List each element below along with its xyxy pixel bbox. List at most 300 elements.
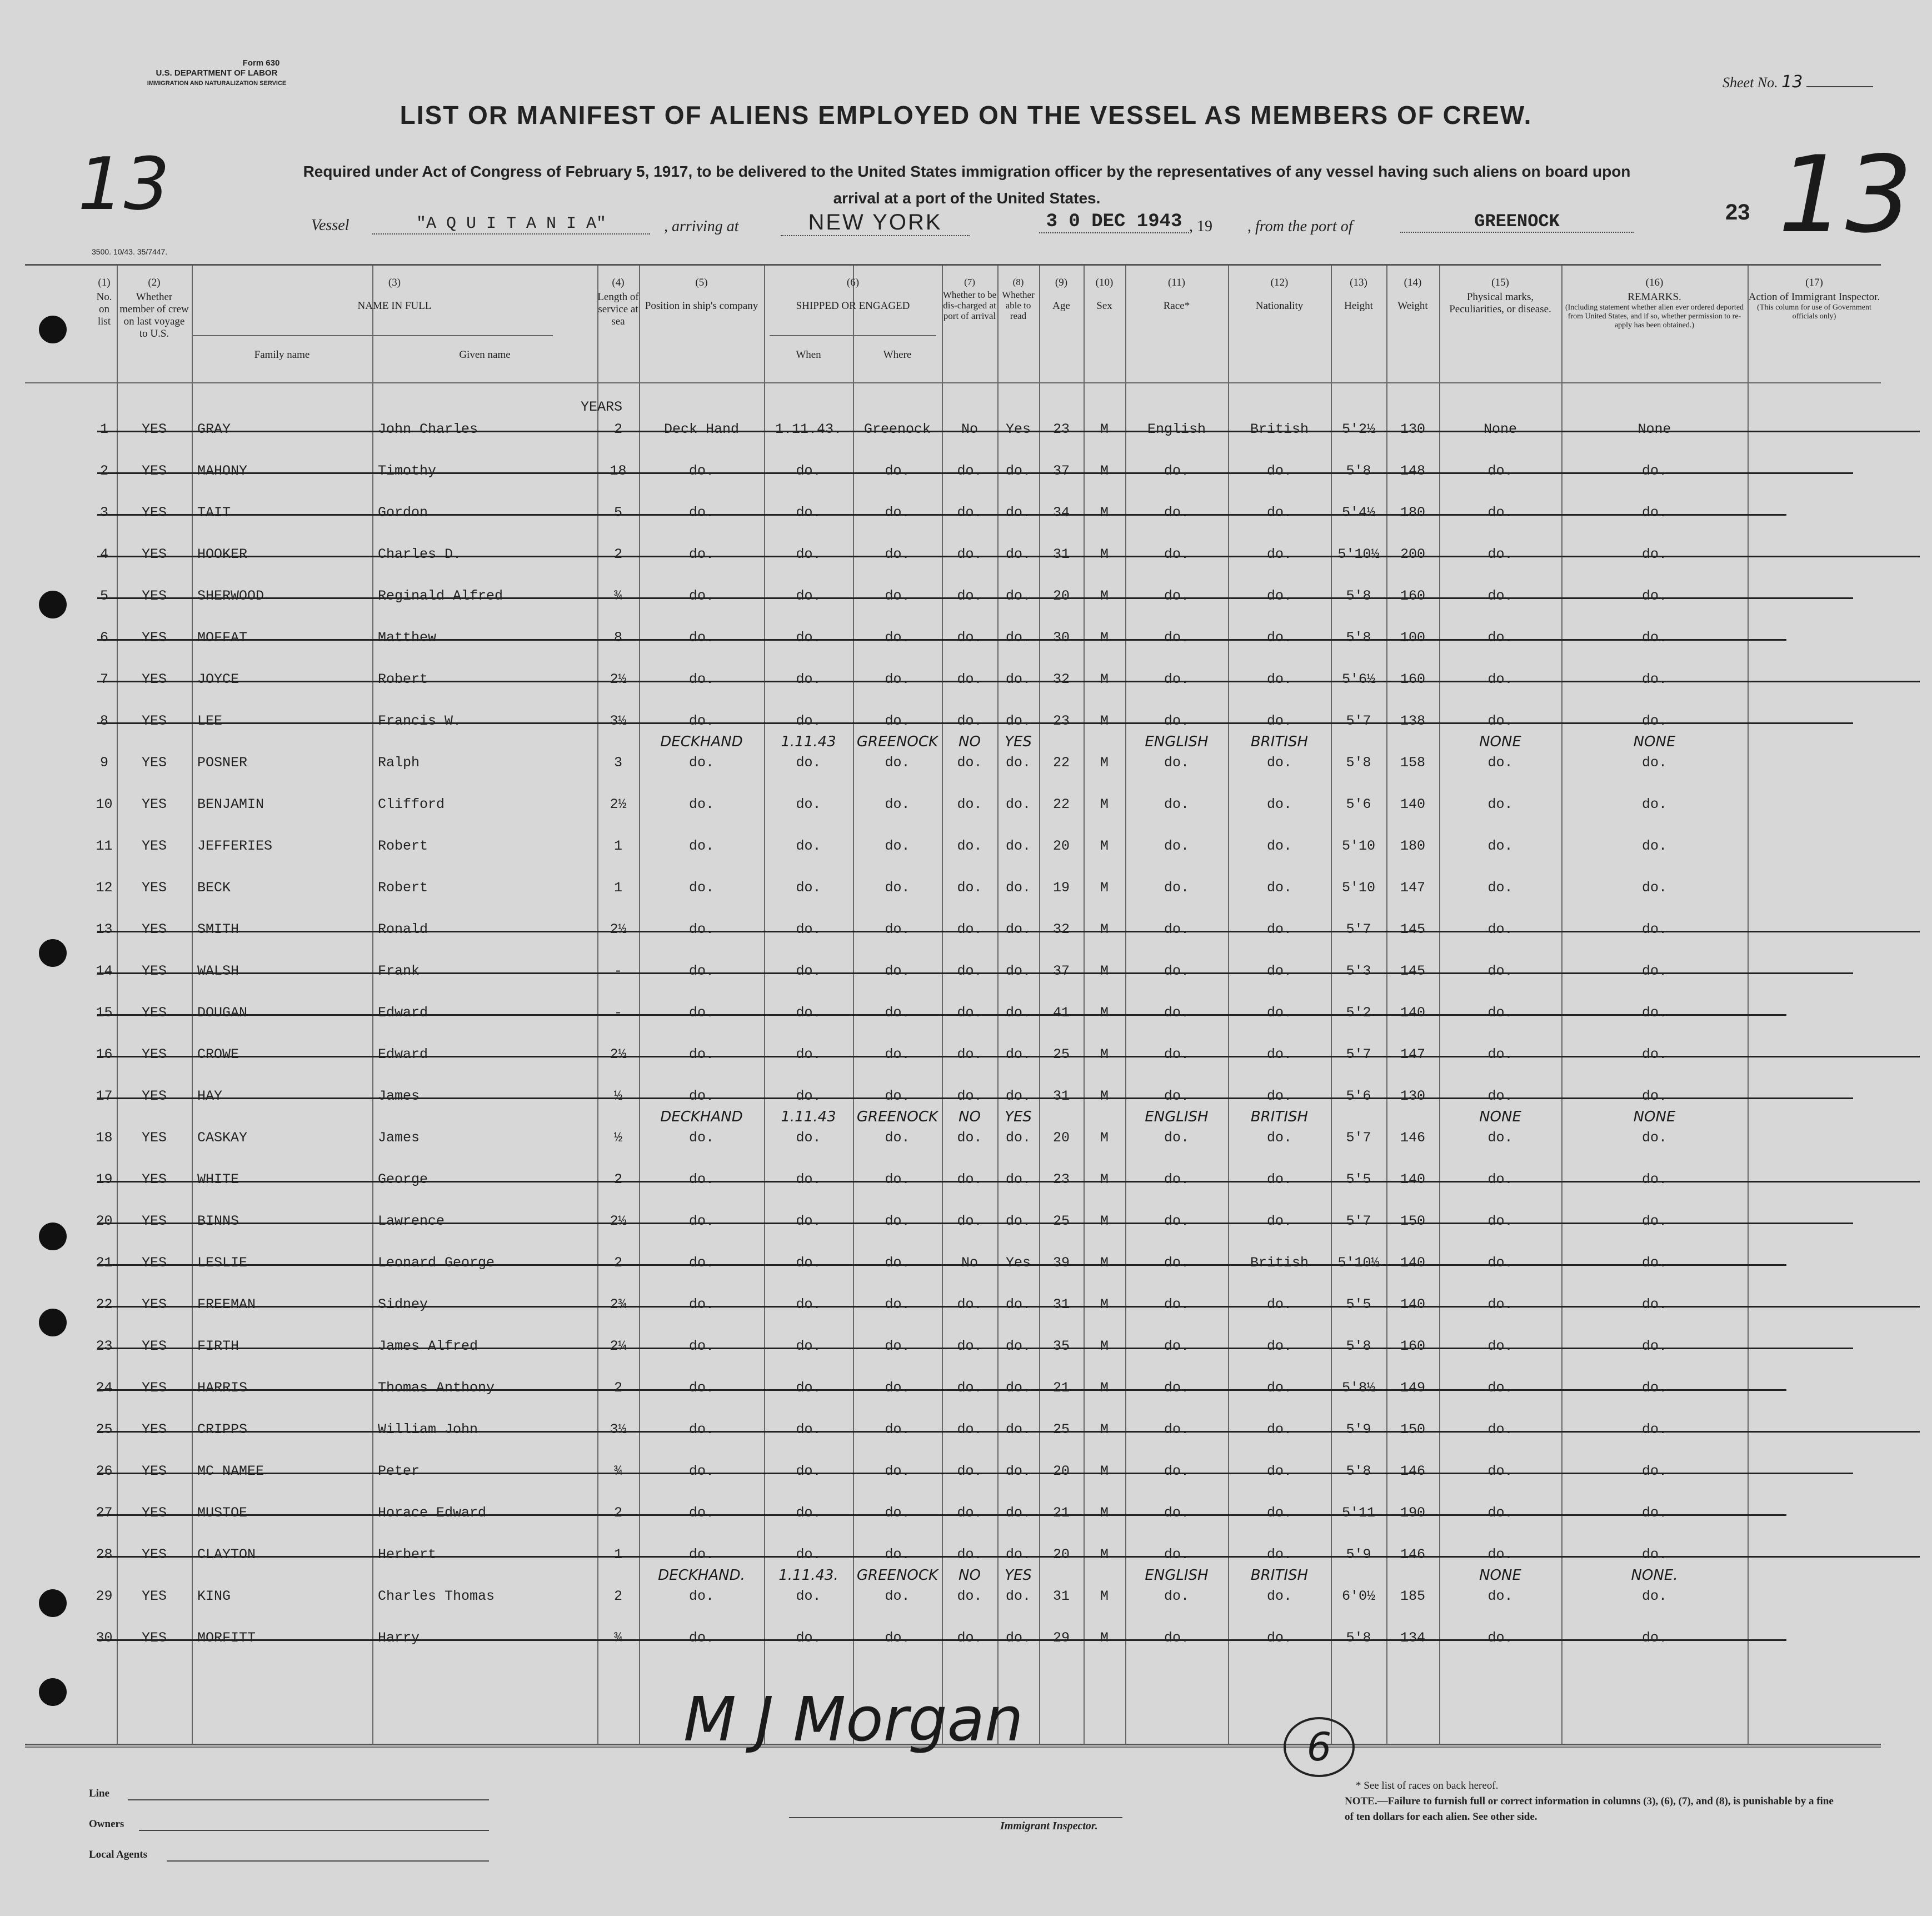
col-header-given-name: Given name (459, 349, 511, 361)
discharged: do. (957, 713, 982, 729)
handwritten-remarks: NONE. (1631, 1567, 1678, 1584)
weight: 200 (1400, 546, 1425, 562)
crew-member-flag: YES (141, 1630, 167, 1646)
service-name: IMMIGRATION AND NATURALIZATION SERVICE (147, 80, 287, 87)
table-row (25, 827, 1881, 868)
remarks: do. (1641, 1088, 1667, 1104)
shipped-where: do. (885, 1255, 910, 1271)
margin-number-right: 13 (1778, 133, 1913, 256)
service-length: ½ (613, 1088, 622, 1104)
remarks: do. (1641, 1505, 1667, 1521)
weight: 134 (1400, 1630, 1425, 1646)
family-name: FREEMAN (197, 1296, 256, 1313)
nationality: do. (1266, 963, 1292, 979)
position: do. (688, 755, 714, 771)
circled-number: 6 (1284, 1717, 1355, 1777)
shipped-where: do. (885, 1421, 910, 1438)
from-port: GREENOCK (1400, 211, 1634, 233)
sex: M (1100, 505, 1109, 521)
weight: 140 (1400, 1296, 1425, 1313)
row-number: 22 (96, 1296, 113, 1313)
crew-member-flag: YES (141, 1046, 167, 1062)
nationality: do. (1266, 1380, 1292, 1396)
discharged: do. (957, 1463, 982, 1479)
position: do. (688, 1046, 714, 1062)
remarks: do. (1641, 630, 1667, 646)
remarks: do. (1641, 921, 1667, 937)
col-header-family-name: Family name (254, 349, 310, 361)
row-number: 1 (99, 421, 108, 437)
row-number: 5 (99, 588, 108, 604)
age: 37 (1052, 963, 1070, 979)
physical-marks: do. (1487, 1005, 1513, 1021)
handwritten-disch: NO (958, 1567, 981, 1584)
shipped-when: do. (796, 463, 821, 479)
height: 5'10½ (1337, 546, 1380, 562)
age: 39 (1052, 1255, 1070, 1271)
family-name: WALSH (197, 963, 239, 979)
crew-member-flag: YES (141, 1171, 167, 1187)
sex: M (1100, 1046, 1109, 1062)
arriving-port: NEW YORK (781, 210, 970, 236)
shipped-where: do. (885, 671, 910, 687)
family-name: WHITE (197, 1171, 239, 1187)
shipped-when: do. (796, 1463, 821, 1479)
height: 5'8 (1346, 588, 1371, 604)
row-number: 2 (99, 463, 108, 479)
inspector-signature: M J Morgan (683, 1684, 1024, 1755)
handwritten-where: GREENOCK (856, 1567, 938, 1584)
able-to-read: Yes (1005, 421, 1031, 437)
years-label: YEARS (581, 399, 623, 415)
crew-member-flag: YES (141, 1296, 167, 1313)
table-row (25, 994, 1881, 1035)
sheet-label: Sheet No. (1723, 74, 1778, 91)
able-to-read: do. (1005, 671, 1031, 687)
remarks: do. (1641, 1380, 1667, 1396)
physical-marks: do. (1487, 1546, 1513, 1563)
handwritten-when: 1.11.43. (778, 1567, 838, 1584)
sex: M (1100, 838, 1109, 854)
footer-notes (1345, 1778, 1845, 1825)
height: 5'8 (1346, 1630, 1371, 1646)
discharged: do. (957, 1046, 982, 1062)
crew-member-flag: YES (141, 546, 167, 562)
sex: M (1100, 1463, 1109, 1479)
service-length: 8 (613, 630, 622, 646)
col-header-race: (11) Race* (1163, 277, 1190, 312)
family-name: CASKAY (197, 1130, 248, 1146)
service-length: 2½ (610, 1213, 627, 1229)
printed-number: 23 (1725, 200, 1750, 224)
strike-through-line (97, 681, 1920, 682)
remarks: do. (1641, 1296, 1667, 1313)
handwritten-race: ENGLISH (1145, 1567, 1209, 1584)
able-to-read: do. (1005, 713, 1031, 729)
remarks: do. (1641, 588, 1667, 604)
col-header-age: (9) Age (1052, 277, 1070, 312)
given-name: Harry (378, 1630, 420, 1646)
height: 5'8 (1346, 1338, 1371, 1354)
remarks: do. (1641, 1546, 1667, 1563)
given-name: James (378, 1088, 420, 1104)
able-to-read: do. (1005, 1588, 1031, 1604)
race: do. (1164, 1046, 1189, 1062)
sex: M (1100, 421, 1109, 437)
able-to-read: Yes (1005, 1255, 1031, 1271)
age: 37 (1052, 463, 1070, 479)
shipped-where: do. (885, 463, 910, 479)
shipped-where: do. (885, 1338, 910, 1354)
col-header-discharged: (7) Whether to be dis-charged at port of arrival (942, 277, 997, 321)
shipped-where: do. (885, 755, 910, 771)
service-length: 5 (613, 505, 622, 521)
row-number: 3 (99, 505, 108, 521)
service-length: 2 (613, 1255, 622, 1271)
col-header-nationality: (12) Nationality (1255, 277, 1304, 312)
service-length: 2 (613, 1171, 622, 1187)
discharged: do. (957, 1380, 982, 1396)
discharged: No (961, 421, 978, 437)
sex: M (1100, 588, 1109, 604)
height: 5'6 (1346, 1088, 1371, 1104)
race: do. (1164, 1171, 1189, 1187)
handwritten-remarks: NONE (1633, 1109, 1676, 1125)
race: do. (1164, 755, 1189, 771)
race: do. (1164, 671, 1189, 687)
crew-member-flag: YES (141, 630, 167, 646)
table-row (25, 1494, 1881, 1535)
weight: 150 (1400, 1421, 1425, 1438)
service-length: 3½ (610, 713, 627, 729)
race: do. (1164, 463, 1189, 479)
height: 5'7 (1346, 921, 1371, 937)
weight: 147 (1400, 880, 1425, 896)
table-row (25, 1452, 1881, 1493)
table-row (25, 910, 1881, 951)
family-name: JEFFERIES (197, 838, 273, 854)
given-name: Leonard George (378, 1255, 495, 1271)
form-heading (111, 58, 322, 88)
given-name: Francis W. (378, 713, 462, 729)
position: do. (688, 963, 714, 979)
remarks: do. (1641, 1588, 1667, 1604)
weight: 140 (1400, 1005, 1425, 1021)
discharged: do. (957, 588, 982, 604)
handwritten-race: ENGLISH (1145, 734, 1209, 750)
nationality: do. (1266, 1046, 1292, 1062)
shipped-when: do. (796, 630, 821, 646)
shipped-where: do. (885, 796, 910, 812)
nationality: do. (1266, 1213, 1292, 1229)
col-header-sex: (10) Sex (1095, 277, 1114, 312)
col-header-marks: (15) Physical marks, Peculiarities, or disease. (1449, 277, 1551, 315)
physical-marks: do. (1487, 963, 1513, 979)
age: 30 (1052, 630, 1070, 646)
age: 34 (1052, 505, 1070, 521)
crew-member-flag: YES (141, 1213, 167, 1229)
crew-member-flag: YES (141, 1505, 167, 1521)
discharged: do. (957, 1505, 982, 1521)
page-title: LIST OR MANIFEST OF ALIENS EMPLOYED ON THE VESSEL AS MEMBERS OF CREW. (400, 101, 1532, 129)
family-name: HARRIS (197, 1380, 248, 1396)
remarks: do. (1641, 838, 1667, 854)
sex: M (1100, 1005, 1109, 1021)
physical-marks: do. (1487, 796, 1513, 812)
position: do. (688, 880, 714, 896)
row-number: 21 (96, 1255, 113, 1271)
crew-member-flag: YES (141, 671, 167, 687)
able-to-read: do. (1005, 546, 1031, 562)
age: 23 (1052, 1171, 1070, 1187)
remarks: do. (1641, 1463, 1667, 1479)
physical-marks: do. (1487, 1088, 1513, 1104)
penalty-note: NOTE.—Failure to furnish full or correct information in columns (3), (6), (7), and (8), is punishable by a fine of ten dollars for each alien. See other side. (1345, 1795, 1834, 1823)
shipped-when: do. (796, 1630, 821, 1646)
table-row (25, 1285, 1881, 1326)
able-to-read: do. (1005, 1088, 1031, 1104)
age: 22 (1052, 755, 1070, 771)
position: do. (688, 796, 714, 812)
sex: M (1100, 546, 1109, 562)
remarks: do. (1641, 963, 1667, 979)
shipped-when: do. (796, 713, 821, 729)
service-length: ¾ (613, 588, 622, 604)
age: 32 (1052, 921, 1070, 937)
age: 31 (1052, 546, 1070, 562)
remarks: do. (1641, 1255, 1667, 1271)
height: 5'7 (1346, 713, 1371, 729)
remarks: do. (1641, 713, 1667, 729)
strike-through-line (97, 931, 1920, 932)
shipped-when: 1.11.43. (775, 421, 842, 437)
weight: 160 (1400, 1338, 1425, 1354)
family-name: CROWE (197, 1046, 239, 1062)
crew-member-flag: YES (141, 796, 167, 812)
table-row (25, 1160, 1881, 1201)
able-to-read: do. (1005, 755, 1031, 771)
shipped-where: do. (885, 546, 910, 562)
col-header-position: (5) Position in ship's company (645, 277, 758, 312)
service-length: 1 (613, 838, 622, 854)
shipped-where: do. (885, 963, 910, 979)
margin-number-left: 13 (78, 142, 170, 226)
shipped-when: do. (796, 1255, 821, 1271)
row-number: 11 (96, 838, 113, 854)
shipped-where: do. (885, 1463, 910, 1479)
discharged: do. (957, 1588, 982, 1604)
given-name: Matthew (378, 630, 437, 646)
handwritten-position: DECKHAND (660, 1109, 743, 1125)
discharged: do. (957, 1421, 982, 1438)
nationality: do. (1266, 546, 1292, 562)
strike-through-line (97, 1514, 1786, 1516)
age: 21 (1052, 1505, 1070, 1521)
height: 5'10 (1341, 880, 1375, 896)
discharged: do. (957, 921, 982, 937)
shipped-where: do. (885, 1380, 910, 1396)
table-row (25, 785, 1881, 826)
shipped-where: do. (885, 921, 910, 937)
shipped-where: Greenock (863, 421, 931, 437)
sex: M (1100, 630, 1109, 646)
discharged: do. (957, 671, 982, 687)
able-to-read: do. (1005, 1296, 1031, 1313)
height: 5'5 (1346, 1296, 1371, 1313)
sex: M (1100, 1213, 1109, 1229)
remarks: do. (1641, 755, 1667, 771)
position: do. (688, 463, 714, 479)
position: Deck Hand (663, 421, 740, 437)
shipped-when: do. (796, 1088, 821, 1104)
crew-member-flag: YES (141, 1005, 167, 1021)
table-row (25, 660, 1881, 701)
age: 20 (1052, 1130, 1070, 1146)
family-name: LEE (197, 713, 223, 729)
strike-through-line (97, 597, 1853, 599)
service-length: 2 (613, 1588, 622, 1604)
sex: M (1100, 1588, 1109, 1604)
race: do. (1164, 1255, 1189, 1271)
sex: M (1100, 1338, 1109, 1354)
position: do. (688, 588, 714, 604)
strike-through-line (97, 1056, 1920, 1057)
sex: M (1100, 1421, 1109, 1438)
given-name: Charles Thomas (378, 1588, 495, 1604)
position: do. (688, 1421, 714, 1438)
physical-marks: do. (1487, 630, 1513, 646)
nationality: British (1250, 421, 1309, 437)
given-name: Ralph (378, 755, 420, 771)
strike-through-line (97, 1556, 1920, 1558)
physical-marks: do. (1487, 505, 1513, 521)
position: do. (688, 1213, 714, 1229)
nationality: British (1250, 1255, 1309, 1271)
service-length: 2¾ (610, 1296, 627, 1313)
age: 20 (1052, 588, 1070, 604)
height: 5'10½ (1337, 1255, 1380, 1271)
strike-through-line (97, 1306, 1920, 1308)
row-number: 26 (96, 1463, 113, 1479)
position: do. (688, 1130, 714, 1146)
shipped-where: do. (885, 1296, 910, 1313)
remarks: do. (1641, 546, 1667, 562)
shipped-where: do. (885, 1046, 910, 1062)
vessel-name: "A Q U I T A N I A" (372, 214, 650, 234)
height: 5'2½ (1341, 421, 1375, 437)
physical-marks: do. (1487, 1046, 1513, 1062)
shipped-when: do. (796, 796, 821, 812)
family-name: FIRTH (197, 1338, 239, 1354)
weight: 180 (1400, 505, 1425, 521)
physical-marks: do. (1487, 921, 1513, 937)
col-header-read: (8) Whether able to read (1002, 277, 1035, 321)
sex: M (1100, 1171, 1109, 1187)
strike-through-line (97, 431, 1920, 432)
crew-member-flag: YES (141, 505, 167, 521)
weight: 147 (1400, 1046, 1425, 1062)
given-name: Thomas Anthony (378, 1380, 495, 1396)
weight: 140 (1400, 1255, 1425, 1271)
position: do. (688, 1630, 714, 1646)
sex: M (1100, 671, 1109, 687)
able-to-read: do. (1005, 963, 1031, 979)
discharged: do. (957, 796, 982, 812)
nationality: do. (1266, 588, 1292, 604)
family-name: TAIT (197, 505, 231, 521)
remarks: do. (1641, 671, 1667, 687)
crew-member-flag: YES (141, 838, 167, 854)
nationality: do. (1266, 921, 1292, 937)
remarks: do. (1641, 1213, 1667, 1229)
arrival-date: 3 0 DEC 1943 (1039, 211, 1189, 233)
table-row (25, 535, 1881, 576)
crew-member-flag: YES (141, 1421, 167, 1438)
able-to-read: do. (1005, 463, 1031, 479)
position: do. (688, 1255, 714, 1271)
family-name: LESLIE (197, 1255, 248, 1271)
height: 5'7 (1346, 1046, 1371, 1062)
family-name: POSNER (197, 755, 248, 771)
year-label: , 19 (1189, 218, 1212, 235)
height: 5'9 (1346, 1546, 1371, 1563)
col-header-shipped: (6) SHIPPED OR ENGAGED (796, 277, 910, 312)
crew-member-flag: YES (141, 1588, 167, 1604)
physical-marks: do. (1487, 546, 1513, 562)
position: do. (688, 546, 714, 562)
shipped-when: do. (796, 505, 821, 521)
shipped-when: do. (796, 1130, 821, 1146)
crew-member-flag: YES (141, 1463, 167, 1479)
age: 41 (1052, 1005, 1070, 1021)
nationality: do. (1266, 796, 1292, 812)
physical-marks: do. (1487, 1380, 1513, 1396)
given-name: Lawrence (378, 1213, 445, 1229)
race: do. (1164, 880, 1189, 896)
shipped-when: do. (796, 1588, 821, 1604)
row-number: 19 (96, 1171, 113, 1187)
given-name: Peter (378, 1463, 420, 1479)
nationality: do. (1266, 1088, 1292, 1104)
given-name: James Alfred (378, 1338, 478, 1354)
height: 5'3 (1346, 963, 1371, 979)
given-name: Robert (378, 671, 428, 687)
strike-through-line (97, 972, 1853, 974)
weight: 180 (1400, 838, 1425, 854)
age: 35 (1052, 1338, 1070, 1354)
discharged: do. (957, 1171, 982, 1187)
table-row (25, 410, 1881, 451)
table-row (25, 618, 1881, 660)
sex: M (1100, 1088, 1109, 1104)
family-name: BECK (197, 880, 231, 896)
race: do. (1164, 1505, 1189, 1521)
row-number: 23 (96, 1338, 113, 1354)
weight: 100 (1400, 630, 1425, 646)
crew-member-flag: YES (141, 1088, 167, 1104)
shipped-when: do. (796, 1380, 821, 1396)
race: English (1147, 421, 1206, 437)
height: 5'4½ (1341, 505, 1375, 521)
service-length: 2 (613, 1380, 622, 1396)
discharged: do. (957, 755, 982, 771)
crew-member-flag: YES (141, 1338, 167, 1354)
position: do. (688, 1296, 714, 1313)
height: 5'11 (1341, 1505, 1375, 1521)
col-header-inspector: (17) Action of Immigrant Inspector. (This column for use of Government officials only) (1748, 277, 1880, 321)
handwritten-nat: BRITISH (1250, 734, 1309, 750)
remarks: do. (1641, 796, 1667, 812)
